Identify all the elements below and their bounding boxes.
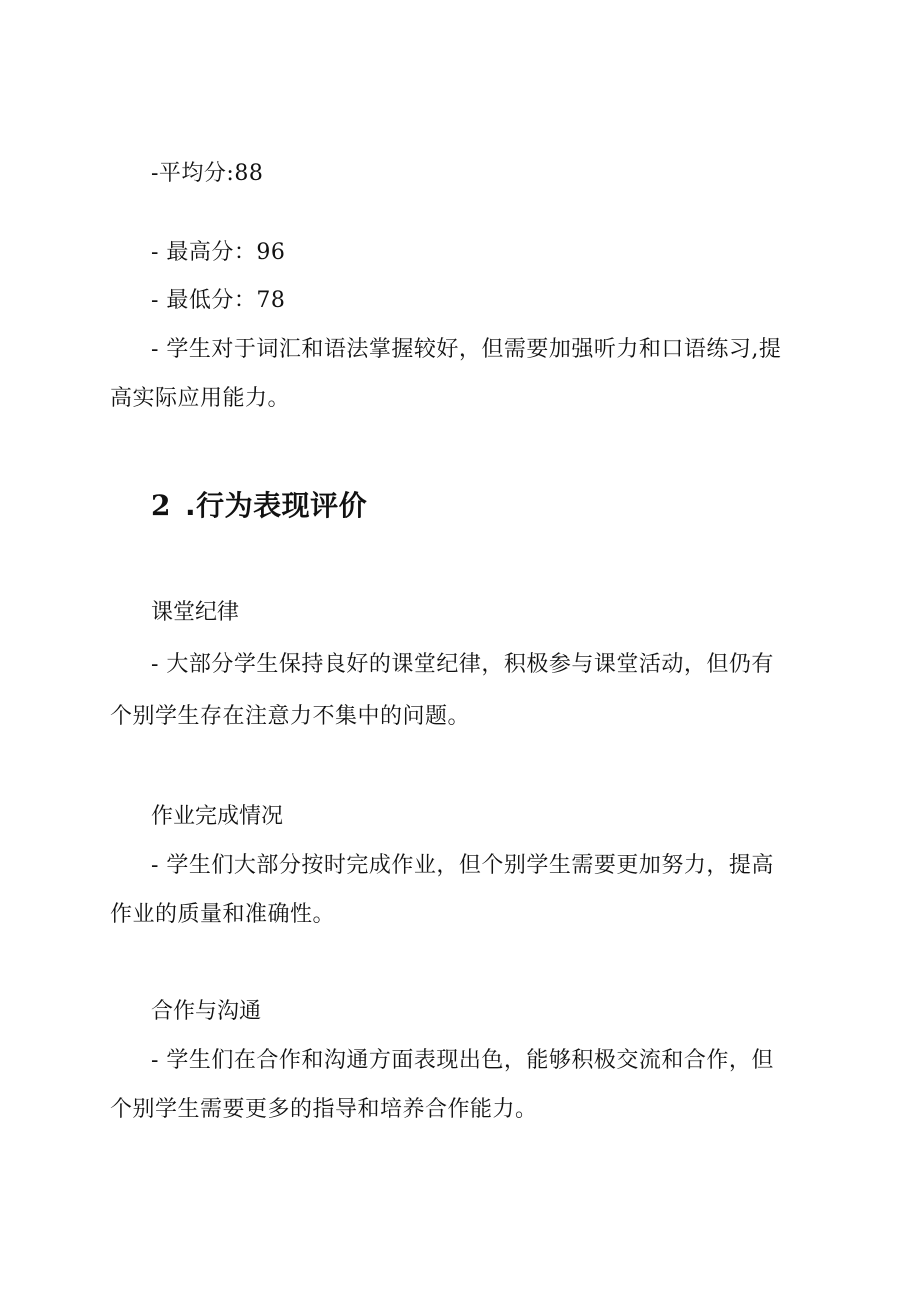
subheading-homework: 作业完成情况 bbox=[151, 804, 284, 829]
highest-score: - 最高分：96 bbox=[151, 240, 286, 265]
section-number: 2 bbox=[151, 489, 171, 522]
score-comment-line-2: 高实际应用能力。 bbox=[110, 386, 291, 411]
subheading-cooperation: 合作与沟通 bbox=[151, 999, 262, 1024]
cooperation-line-2: 个别学生需要更多的指导和培养合作能力。 bbox=[110, 1097, 538, 1122]
score-comment-line-1: - 学生对于词汇和语法掌握较好，但需要加强听力和口语练习,提 bbox=[151, 337, 782, 362]
discipline-line-2: 个别学生存在注意力不集中的问题。 bbox=[110, 704, 471, 729]
section-heading bbox=[151, 489, 367, 523]
cooperation-line-1: - 学生们在合作和沟通方面表现出色，能够积极交流和合作，但 bbox=[151, 1048, 774, 1073]
section-title: .行为表现评价 bbox=[184, 489, 368, 522]
average-score: -平均分:88 bbox=[151, 161, 264, 186]
homework-line-1: - 学生们大部分按时完成作业，但个别学生需要更加努力，提高 bbox=[151, 853, 774, 878]
homework-line-2: 作业的质量和准确性。 bbox=[110, 902, 336, 927]
lowest-score: - 最低分：78 bbox=[151, 288, 286, 313]
subheading-discipline: 课堂纪律 bbox=[151, 600, 240, 625]
discipline-line-1: - 大部分学生保持良好的课堂纪律，积极参与课堂活动，但仍有 bbox=[151, 652, 774, 677]
